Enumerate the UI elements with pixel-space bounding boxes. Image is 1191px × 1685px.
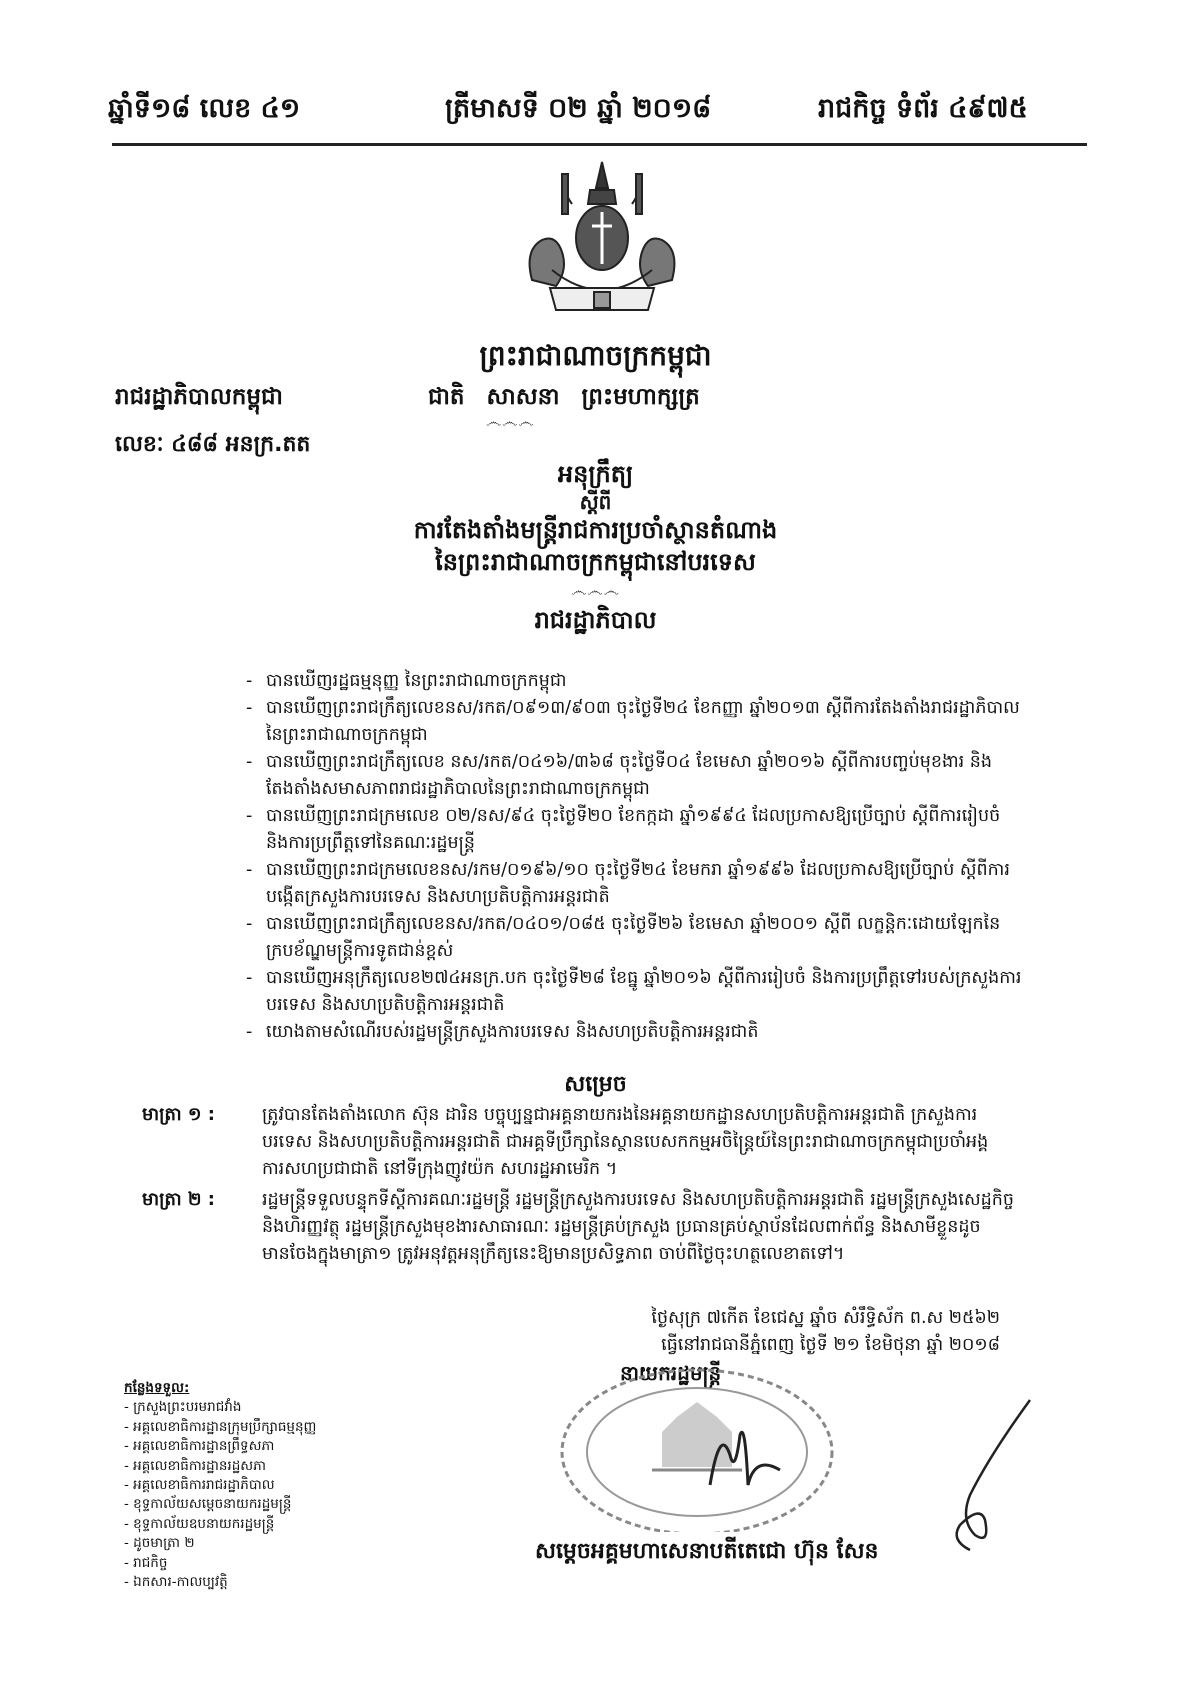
recipient-item: - អគ្គលេខាធិការរាជរដ្ឋាភិបាល [124, 1477, 275, 1494]
visa-list [244, 668, 1024, 1046]
title-ornament: ෴෴෴ [571, 581, 620, 600]
national-motto: ជាតិ សាសនា ព្រះមហាក្សត្រ [428, 384, 700, 410]
visa-item: - បានឃើញរដ្ឋធម្មនុញ្ញ នៃព្រះរាជាណាចក្រកម្ពុជា [244, 668, 1024, 695]
recipient-item: - អគ្គលេខាធិការដ្ឋានព្រឹទ្ធសភា [124, 1438, 275, 1455]
recipient-item: - អគ្គលេខាធិការដ្ឋានក្រុមប្រឹក្សាធម្មនុញ្ញ [124, 1418, 317, 1435]
visa-item: - បានឃើញព្រះរាជក្រឹត្យលេខនស/រកត/០៤០១/០៨៥ ចុះថ្ងៃទី២៦ ខែមេសា ឆ្នាំ២០០១ ស្តីពី លក្ខន្តិកៈដោយឡែកនៃក្របខ័ណ្ឌមន្ត្រីការទូតជាន់ខ្ពស់ [244, 911, 1024, 965]
signatory-title: នាយករដ្ឋមន្ត្រី [620, 1361, 722, 1385]
royal-coat-of-arms-icon [512, 160, 692, 332]
signatory-name: សម្តេចអគ្គមហាសេនាបតីតេជោ ហ៊ុន សែន [535, 1539, 879, 1564]
decree-title-block [0, 458, 1191, 636]
recipients-heading: កន្លែងទទួល: [124, 1380, 190, 1396]
article-1-text: ត្រូវបានតែងតាំងលោក ស៊ុន ដារិន បច្ចុប្បន្នជាអគ្គនាយករងនៃអគ្គនាយកដ្ឋានសហប្រតិបត្តិការអន្តរជាតិ ក្រសួងការបរទេស និងសហប្រតិបត្តិការអន្តរជាតិ ជាអគ្គទីប្រឹក្សានៃស្ថានបេសកកម្មអចិន្ត្រៃយ៍នៃព្រះរាជាណាចក្រកម្ពុជាប្រចាំអង្គការសហប្រជាជាតិ នៅទីក្រុងញូវយ៉ក សហរដ្ឋអាមេរិក ។ [262, 1105, 989, 1179]
lunar-date: ថ្ងៃសុក្រ ៧កើត ខែជេស្ឋ ឆ្នាំច សំរឹទ្ធិស័ក ព.ស ២៥៦២ [651, 1308, 1000, 1328]
decree-subject-line2: នៃព្រះរាជាណាចក្រកម្ពុជានៅបរទេស [435, 548, 756, 576]
visa-item: - បានឃើញព្រះរាជក្រមលេខនស/រកម/០១៩៦/១០ ចុះថ្ងៃទី២៤ ខែមករា ឆ្នាំ១៩៩៦ ដែលប្រកាសឱ្យប្រើច្បាប់ ស្តីពីការបង្កើតក្រសួងការបរទេស និងសហប្រតិបត្តិការអន្តរជាតិ [244, 857, 1024, 911]
government-name: រាជរដ្ឋាភិបាលកម្ពុជា [115, 384, 283, 410]
recipient-item: - រាជកិច្ច [124, 1554, 168, 1571]
decree-issuer: រាជរដ្ឋាភិបាល [534, 606, 657, 634]
recipient-item: - ខុទ្ទកាល័យសម្តេចនាយករដ្ឋមន្ត្រី [124, 1496, 292, 1513]
official-seal-icon [552, 1362, 842, 1532]
decree-about: ស្តីពី [579, 490, 612, 514]
visa-item: - បានឃើញអនុក្រឹត្យលេខ២៧៤អនក្រ.បក ចុះថ្ងៃទី២៨ ខែធ្នូ ឆ្នាំ២០១៦ ស្តីពីការរៀបចំ និងការប្រព្រឹត្តទៅរបស់ក្រសួងការបរទេស និងសហប្រតិបត្តិការអន្តរជាតិ [244, 965, 1024, 1019]
recipient-item: - ឯកសារ-កាលប្បវត្តិ [124, 1574, 228, 1591]
article-2-text: រដ្ឋមន្ត្រីទទួលបន្ទុកទីស្តីការគណៈរដ្ឋមន្ត្រី រដ្ឋមន្ត្រីក្រសួងការបរទេស និងសហប្រតិបត្តិការអន្តរជាតិ រដ្ឋមន្ត្រីក្រសួងសេដ្ឋកិច្ច និងហិរញ្ញវត្ថុ រដ្ឋមន្ត្រីក្រសួងមុខងារសាធារណៈ រដ្ឋមន្ត្រីគ្រប់ក្រសួង ប្រធានគ្រប់ស្ថាប័នដែលពាក់ព័ន្ធ និងសាមីខ្លួនដូចមានចែងក្នុងមាត្រា១ ត្រូវអនុវត្តអនុក្រឹត្យនេះឱ្យមានប្រសិទ្ធភាព ចាប់ពីថ្ងៃចុះហត្ថលេខាតទៅ។ [262, 1190, 1014, 1264]
article-2-label: មាត្រា ២ : [142, 1189, 215, 1210]
recipient-item: - អគ្គលេខាធិការដ្ឋានរដ្ឋសភា [124, 1457, 266, 1474]
visa-item: - យោងតាមសំណើរបស់រដ្ឋមន្ត្រីក្រសួងការបរទេស និងសហប្រតិបត្តិការអន្តរជាតិ [244, 1019, 1024, 1046]
header-rule [112, 143, 1087, 146]
gazette-page-number: រាជកិច្ច ទំព័រ ៤៩៧៥ [818, 93, 1028, 124]
initial-mark-icon [930, 1395, 1040, 1555]
decree-subject-line1: ការតែងតាំងមន្ត្រីរាជការប្រចាំស្ថានតំណាង [413, 516, 778, 544]
decision-heading: សម្រេច [564, 1072, 627, 1097]
gazette-year-issue: ឆ្នាំទី១៨ លេខ ៤១ [108, 93, 301, 124]
signature-icon [700, 1415, 790, 1500]
gazette-period: ត្រីមាសទី ០២ ឆ្នាំ ២០១៨ [445, 93, 712, 124]
date-block [540, 1305, 1000, 1359]
visa-item: - បានឃើញព្រះរាជក្រឹត្យលេខ នស/រកត/០៤១៦/៣៦៨ ចុះថ្ងៃទី០៤ ខែមេសា ឆ្នាំ២០១៦ ស្តីពីការបញ្ចប់មុខងារ និងតែងតាំងសមាសភាពរាជរដ្ឋាភិបាលនៃព្រះរាជាណាចក្រកម្ពុជា [244, 749, 1024, 803]
solar-date: ធ្វើនៅរាជធានីភ្នំពេញ ថ្ងៃទី ២១ ខែមិថុនា ឆ្នាំ ២០១៨ [661, 1335, 1000, 1355]
reference-number: លេខៈ ៤៨៨ អនក្រ.តត [115, 432, 311, 457]
visa-item: - បានឃើញព្រះរាជក្រឹត្យលេខនស/រកត/០៩១៣/៩០៣ ចុះថ្ងៃទី២៤ ខែកញ្ញា ឆ្នាំ២០១៣ ស្តីពីការតែងតាំងរាជរដ្ឋាភិបាលនៃព្រះរាជាណាចក្រកម្ពុជា [244, 695, 1024, 749]
visa-item: - បានឃើញព្រះរាជក្រមលេខ ០២/នស/៩៤ ចុះថ្ងៃទី២០ ខែកក្កដា ឆ្នាំ១៩៩៤ ដែលប្រកាសឱ្យប្រើច្បាប់ ស្តីពីការរៀបចំ និងការប្រព្រឹត្តទៅនៃគណៈរដ្ឋមន្ត្រី [244, 803, 1024, 857]
recipient-item: - ក្រសួងព្រះបរមរាជវាំង [124, 1399, 242, 1416]
decree-type: អនុក្រឹត្យ [557, 460, 634, 488]
recipient-item: - ដូចមាត្រា ២ [124, 1535, 195, 1552]
recipients-block [124, 1379, 316, 1592]
recipient-item: - ខុទ្ទកាល័យឧបនាយករដ្ឋមន្ត្រី [124, 1515, 275, 1532]
kingdom-title: ព្រះរាជាណាចក្រកម្ពុជា [479, 339, 712, 372]
article-1-label: មាត្រា ១ : [142, 1104, 215, 1125]
motto-ornament: ෴෴෴ [486, 412, 535, 431]
